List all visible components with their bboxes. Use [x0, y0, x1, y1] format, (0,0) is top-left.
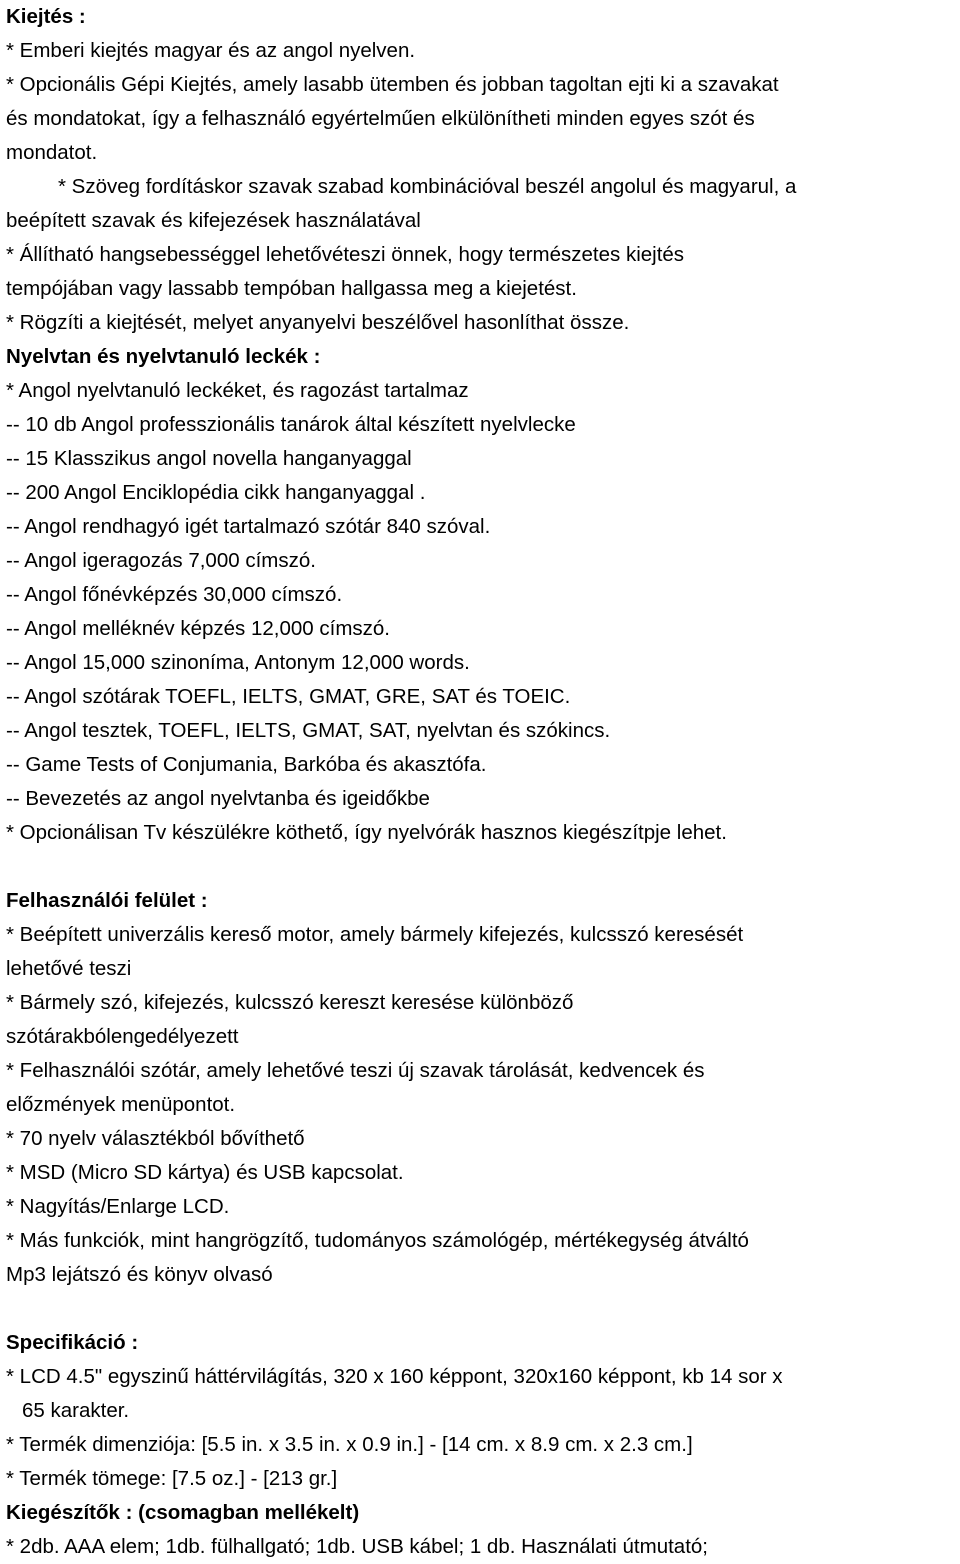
text-line: -- Angol igeragozás 7,000 címszó.: [6, 549, 316, 572]
text-line: -- Angol főnévképzés 30,000 címszó.: [6, 583, 343, 606]
text-line: -- 15 Klasszikus angol novella hanganyaggal: [6, 447, 412, 470]
section-kiejtes: [6, 0, 960, 340]
text-line: * Emberi kiejtés magyar és az angol nyelven.: [6, 39, 416, 62]
spacer: [6, 850, 960, 884]
section-specifikacio: [6, 1326, 960, 1496]
text-line: -- Bevezetés az angol nyelvtanba és igeidőkbe: [6, 787, 430, 810]
text-line: * Állítható hangsebességgel lehetővéteszi önnek, hogy természetes kiejtés: [6, 243, 685, 266]
text-line: -- Angol szótárak TOEFL, IELTS, GMAT, GRE, SAT és TOEIC.: [6, 685, 571, 708]
text-line: * Bármely szó, kifejezés, kulcsszó kereszt keresése különböző: [6, 991, 574, 1014]
text-line: * LCD 4.5" egyszinű háttérvilágítás, 320 x 160 képpont, 320x160 képpont, kb 14 sor x: [6, 1365, 783, 1388]
section-heading: Kiejtés :: [6, 5, 86, 28]
section-heading: Kiegészítők : (csomagban mellékelt): [6, 1501, 360, 1524]
section-felhasznaloi-felulet: [6, 884, 960, 1292]
text-line: * Opcionális Gépi Kiejtés, amely lasabb ütemben és jobban tagoltan ejti ki a szavakat: [6, 73, 779, 96]
section-heading: Specifikáció :: [6, 1331, 139, 1354]
text-line: előzmények menüpontot.: [6, 1093, 236, 1116]
text-line: -- Angol 15,000 szinoníma, Antonym 12,000 words.: [6, 651, 470, 674]
text-line: * 2db. AAA elem; 1db. fülhallgató; 1db. USB kábel; 1 db. Használati útmutató;: [6, 1535, 708, 1558]
text-line: -- Game Tests of Conjumania, Barkóba és akasztófa.: [6, 753, 487, 776]
text-line: -- 200 Angol Enciklopédia cikk hanganyaggal .: [6, 481, 426, 504]
text-line: * Beépített univerzális kereső motor, amely bármely kifejezés, kulcsszó keresését: [6, 923, 744, 946]
text-line: 65 karakter.: [22, 1399, 130, 1422]
text-line: -- Angol melléknév képzés 12,000 címszó.: [6, 617, 390, 640]
text-line: Mp3 lejátszó és könyv olvasó: [6, 1263, 273, 1286]
text-line: * Termék tömege: [7.5 oz.] - [213 gr.]: [6, 1467, 338, 1490]
text-line: * Angol nyelvtanuló leckéket, és ragozást tartalmaz: [6, 379, 469, 402]
section-heading: Nyelvtan és nyelvtanuló leckék :: [6, 345, 321, 368]
text-line: -- Angol rendhagyó igét tartalmazó szótár 840 szóval.: [6, 515, 491, 538]
text-line: * Termék dimenziója: [5.5 in. x 3.5 in. x 0.9 in.] - [14 cm. x 8.9 cm. x 2.3 cm.]: [6, 1433, 693, 1456]
text-line: és mondatokat, így a felhasználó egyértelműen elkülönítheti minden egyes szót és: [6, 107, 755, 130]
text-line: * Nagyítás/Enlarge LCD.: [6, 1195, 230, 1218]
section-heading: Felhasználói felület :: [6, 889, 208, 912]
section-kiegeszitok: [6, 1496, 960, 1564]
text-line: * MSD (Micro SD kártya) és USB kapcsolat.: [6, 1161, 404, 1184]
text-line: tempójában vagy lassabb tempóban hallgassa meg a kiejetést.: [6, 277, 577, 300]
spacer: [6, 1292, 960, 1326]
text-line: * Felhasználói szótár, amely lehetővé teszi új szavak tárolását, kedvencek és: [6, 1059, 705, 1082]
text-line: -- Angol tesztek, TOEFL, IELTS, GMAT, SAT, nyelvtan és szókincs.: [6, 719, 611, 742]
section-nyelvtan: [6, 340, 960, 850]
text-line: * 70 nyelv választékból bővíthető: [6, 1127, 305, 1150]
text-line: * Opcionálisan Tv készülékre köthető, így nyelvórák hasznos kiegészítpje lehet.: [6, 821, 727, 844]
text-line: szótárakbólengedélyezett: [6, 1025, 239, 1048]
text-line: -- 10 db Angol professzionális tanárok által készített nyelvlecke: [6, 413, 576, 436]
text-line: * Rögzíti a kiejtését, melyet anyanyelvi beszélővel hasonlíthat össze.: [6, 311, 630, 334]
text-line: mondatot.: [6, 141, 98, 164]
text-line: * Más funkciók, mint hangrögzítő, tudományos számológép, mértékegység átváltó: [6, 1229, 749, 1252]
text-line: lehetővé teszi: [6, 957, 132, 980]
text-line: beépített szavak és kifejezések használatával: [6, 209, 421, 232]
text-line: * Szöveg fordításkor szavak szabad kombinációval beszél angolul és magyarul, a: [58, 175, 797, 198]
